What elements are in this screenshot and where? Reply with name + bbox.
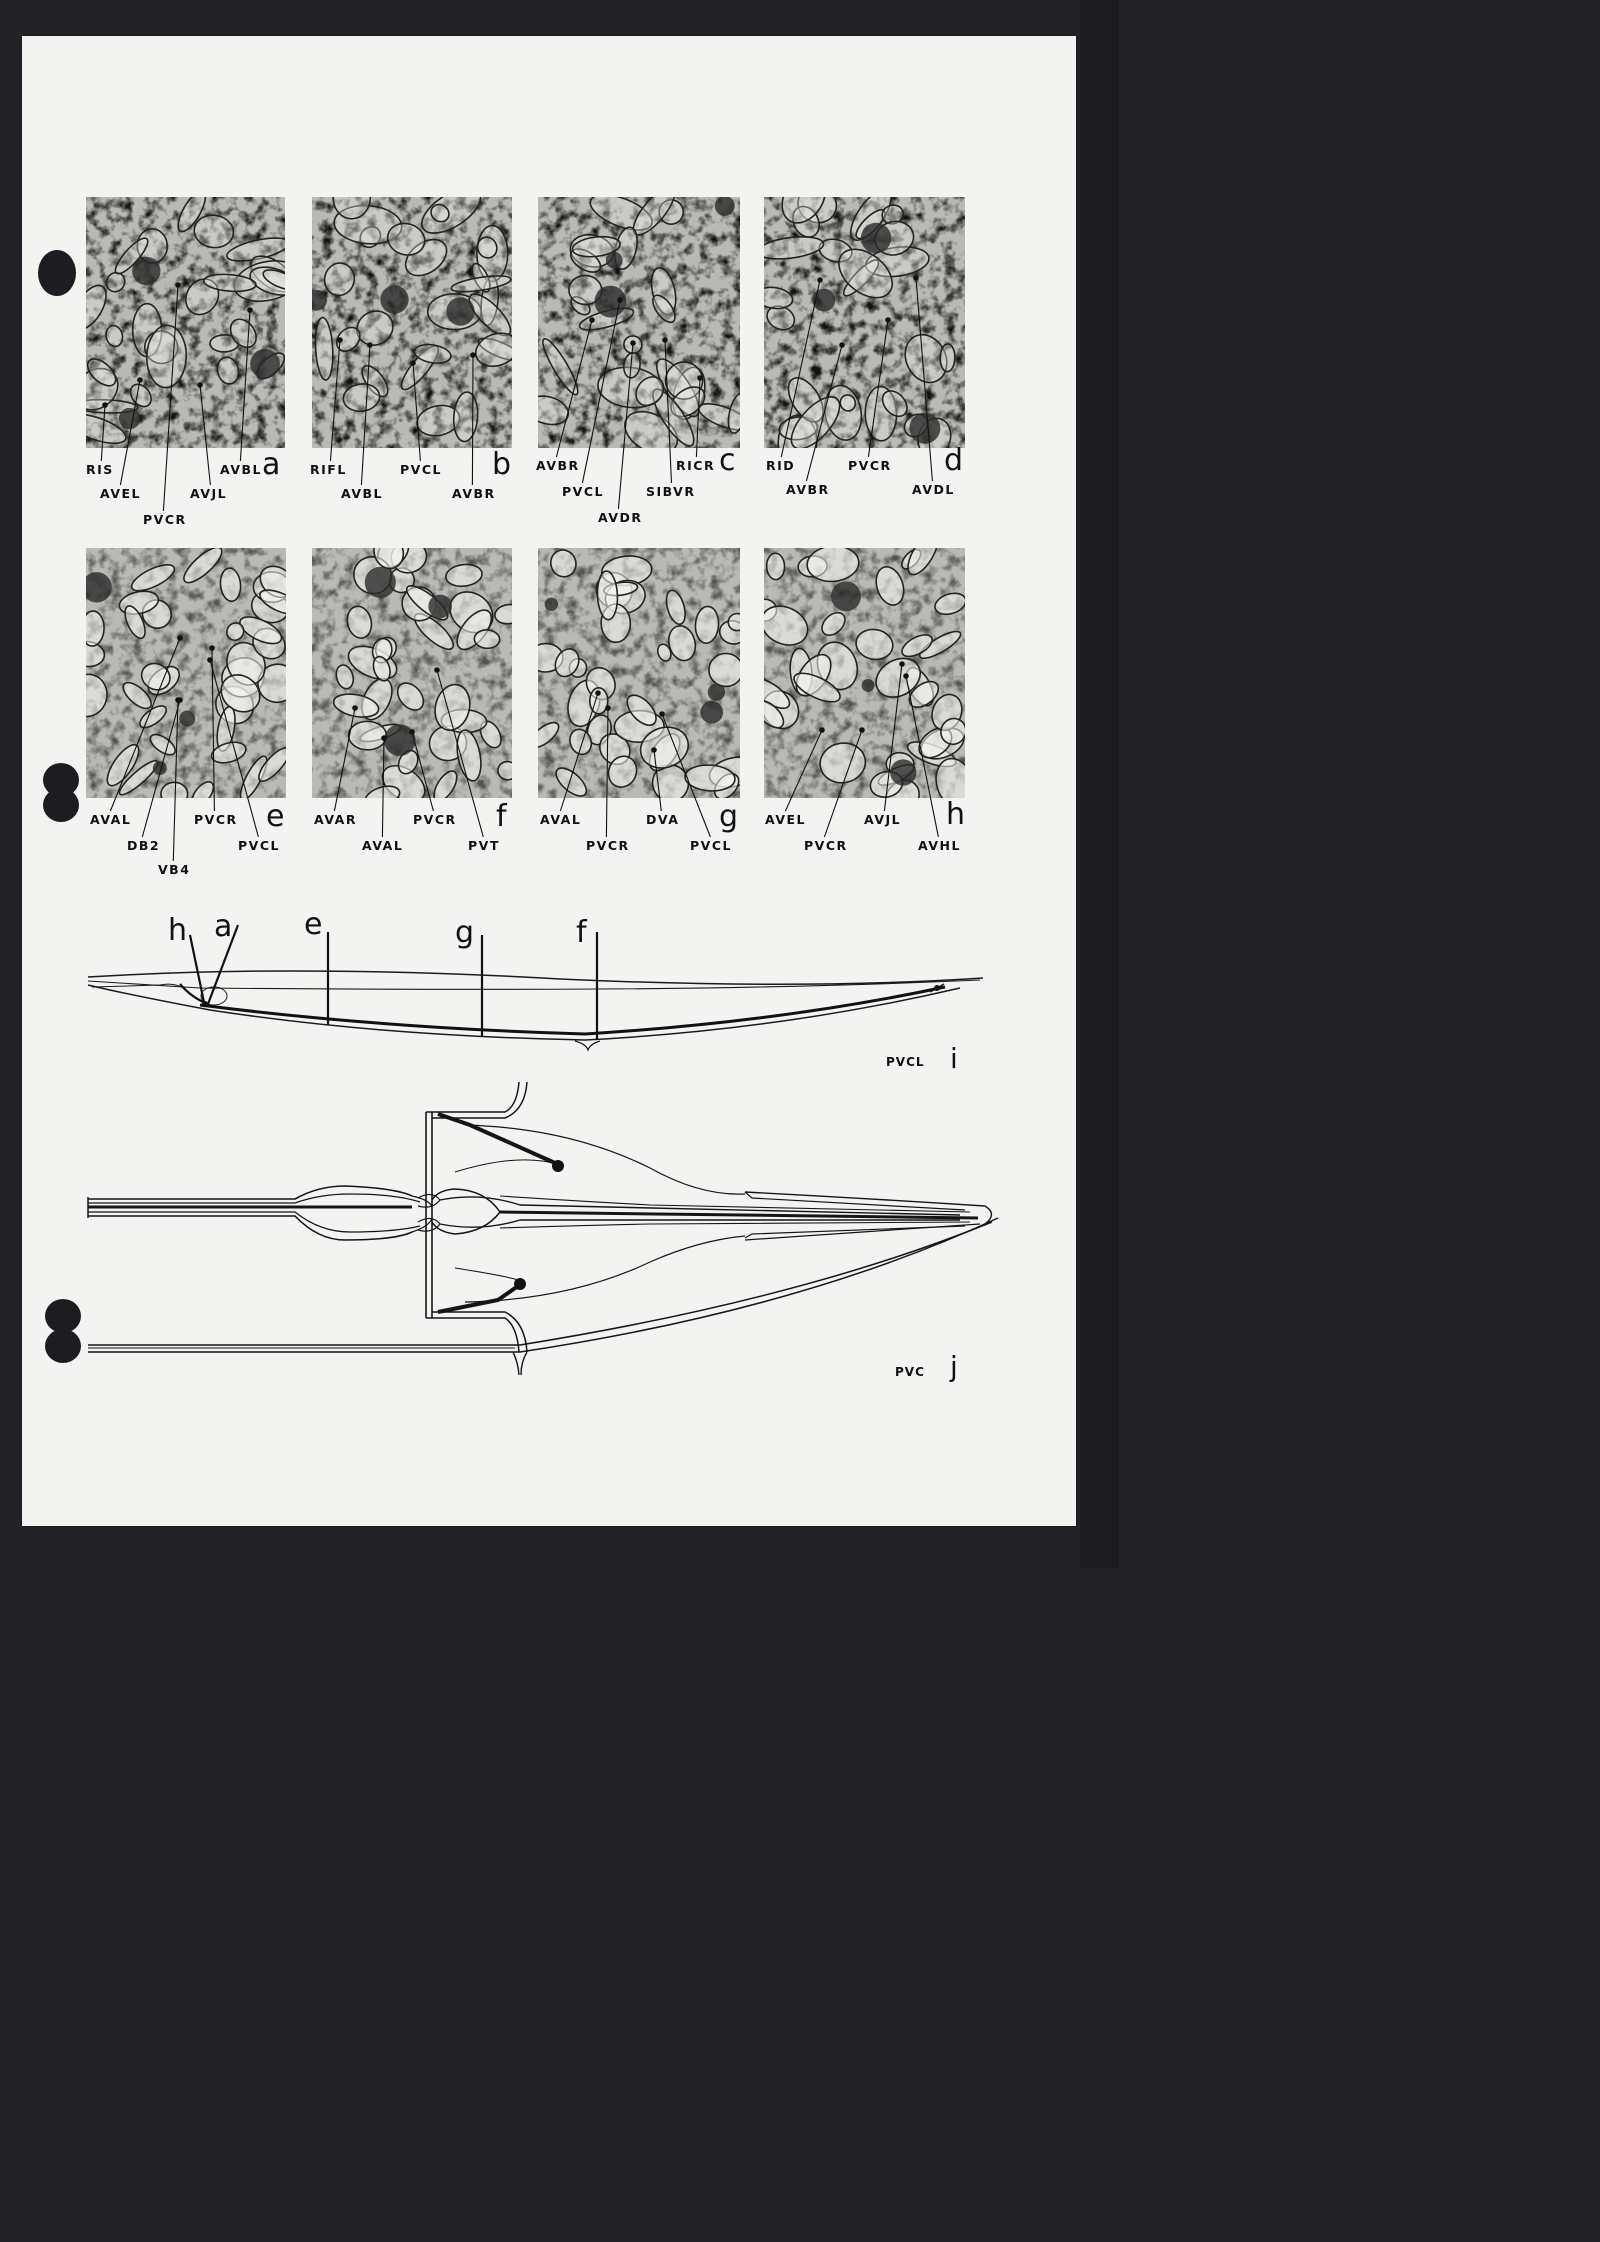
callout-dot: [819, 727, 825, 733]
micrograph-image: [312, 528, 524, 810]
callout-dot: [337, 337, 343, 343]
callout-dot: [137, 377, 143, 383]
callout-dot: [209, 645, 215, 651]
neuron-label-avjl: AVJL: [864, 812, 902, 827]
callout-dot: [617, 297, 623, 303]
micrograph-panel-c: [523, 181, 752, 525]
neuron-label-pvcl: PVCL: [400, 462, 442, 477]
section-marker-e: e: [304, 907, 323, 942]
neuron-label-avbr: AVBR: [786, 482, 830, 497]
diagram-j-caption: PVC: [895, 1365, 925, 1379]
callout-dot: [899, 661, 905, 667]
neuron-label-ricr: RICR: [676, 458, 716, 473]
callout-dot: [903, 673, 909, 679]
diagram-i-pvcl-side-view: [88, 907, 983, 1075]
section-marker-h: h: [168, 913, 188, 948]
section-marker-g: g: [455, 915, 475, 950]
panel-letter-c: c: [719, 443, 736, 478]
callout-dot: [817, 277, 823, 283]
callout-dot: [409, 729, 415, 735]
callout-dot: [913, 275, 919, 281]
neuron-label-dva: DVA: [646, 812, 680, 827]
callout-dot: [177, 635, 183, 641]
callout-dot: [367, 342, 373, 348]
micrograph-image: [63, 542, 303, 810]
neuron-label-pvcr: PVCR: [194, 812, 238, 827]
callout-dot: [662, 337, 668, 343]
panel-letter-b: b: [492, 447, 512, 482]
neuron-label-pvcr: PVCR: [143, 512, 187, 527]
diagram-j-pvc-schematic: [88, 1082, 998, 1383]
neuron-label-avbl: AVBL: [220, 462, 262, 477]
micrograph-panel-h: [745, 529, 979, 853]
callout-dot: [859, 727, 865, 733]
callout-dot: [885, 317, 891, 323]
micrograph-panel-g: [526, 547, 761, 853]
diagram-j-letter: j: [950, 1350, 958, 1383]
neuron-label-pvcr: PVCR: [804, 838, 848, 853]
callout-dot: [434, 667, 440, 673]
micrograph-image: [754, 165, 965, 469]
neuron-label-avbl: AVBL: [341, 486, 383, 501]
diagram-i-letter: i: [950, 1042, 958, 1075]
callout-dot: [630, 340, 636, 346]
figure-plate: [0, 0, 1119, 1568]
micrograph-image: [745, 529, 979, 821]
callout-dot: [605, 705, 611, 711]
neuron-label-pvcr: PVCR: [413, 812, 457, 827]
neuron-label-aval: AVAL: [362, 838, 404, 853]
callout-dot: [839, 342, 845, 348]
panel-letter-e: e: [266, 799, 285, 834]
neuron-label-aval: AVAL: [90, 812, 132, 827]
micrograph-image: [306, 177, 522, 448]
callout-dot: [175, 282, 181, 288]
neuron-label-pvcl: PVCL: [562, 484, 604, 499]
neuron-label-vb4: VB4: [158, 862, 191, 877]
neuron-label-ris: RIS: [86, 462, 114, 477]
micrograph-image: [526, 547, 761, 807]
neuron-label-pvt: PVT: [468, 838, 500, 853]
micrograph-panel-a: [63, 187, 304, 527]
micrograph-panel-e: [63, 542, 303, 877]
callout-dot: [381, 735, 387, 741]
micrograph-panels: [63, 165, 978, 877]
neuron-label-avbr: AVBR: [536, 458, 580, 473]
neuron-label-avar: AVAR: [314, 812, 357, 827]
micrograph-image: [63, 187, 304, 449]
callout-dot: [175, 697, 181, 703]
callout-dot: [410, 360, 416, 366]
panel-letter-f: f: [496, 799, 507, 834]
neuron-label-avhl: AVHL: [918, 838, 961, 853]
micrograph-panel-d: [754, 165, 965, 497]
neuron-label-pvcr: PVCR: [848, 458, 892, 473]
micrograph-panel-f: [312, 528, 524, 853]
neuron-label-pvcr: PVCR: [586, 838, 630, 853]
diagram-i-caption: PVCL: [886, 1055, 925, 1069]
panel-letter-g: g: [719, 799, 739, 834]
callout-dot: [589, 317, 595, 323]
section-marker-f: f: [576, 915, 587, 950]
neuron-label-sibvr: SIBVR: [646, 484, 696, 499]
callout-dot: [207, 657, 213, 663]
micrograph-panel-b: [306, 177, 522, 501]
callout-leader-line: [472, 355, 473, 485]
neuron-label-avdr: AVDR: [598, 510, 643, 525]
panel-letter-d: d: [944, 443, 964, 478]
micrograph-image: [523, 181, 752, 462]
neuron-label-avel: AVEL: [100, 486, 142, 501]
neuron-label-avjl: AVJL: [190, 486, 228, 501]
callout-dot: [247, 307, 253, 313]
section-marker-a: a: [214, 909, 233, 944]
callout-dot: [352, 705, 358, 711]
callout-dot: [651, 747, 657, 753]
panel-letter-h: h: [946, 797, 966, 832]
callout-dot: [197, 382, 203, 388]
neuron-label-avbr: AVBR: [452, 486, 496, 501]
neuron-label-aval: AVAL: [540, 812, 582, 827]
neuron-label-db2: DB2: [127, 838, 161, 853]
neuron-label-rid: RID: [766, 458, 796, 473]
callout-dot: [102, 402, 108, 408]
panel-letter-a: a: [262, 447, 281, 482]
callout-dot: [697, 375, 703, 381]
neuron-label-avdl: AVDL: [912, 482, 955, 497]
neuron-label-pvcl: PVCL: [238, 838, 280, 853]
callout-dot: [659, 711, 665, 717]
neuron-label-pvcl: PVCL: [690, 838, 732, 853]
callout-dot: [470, 352, 476, 358]
neuron-label-rifl: RIFL: [310, 462, 347, 477]
callout-dot: [595, 690, 601, 696]
neuron-label-avel: AVEL: [765, 812, 807, 827]
